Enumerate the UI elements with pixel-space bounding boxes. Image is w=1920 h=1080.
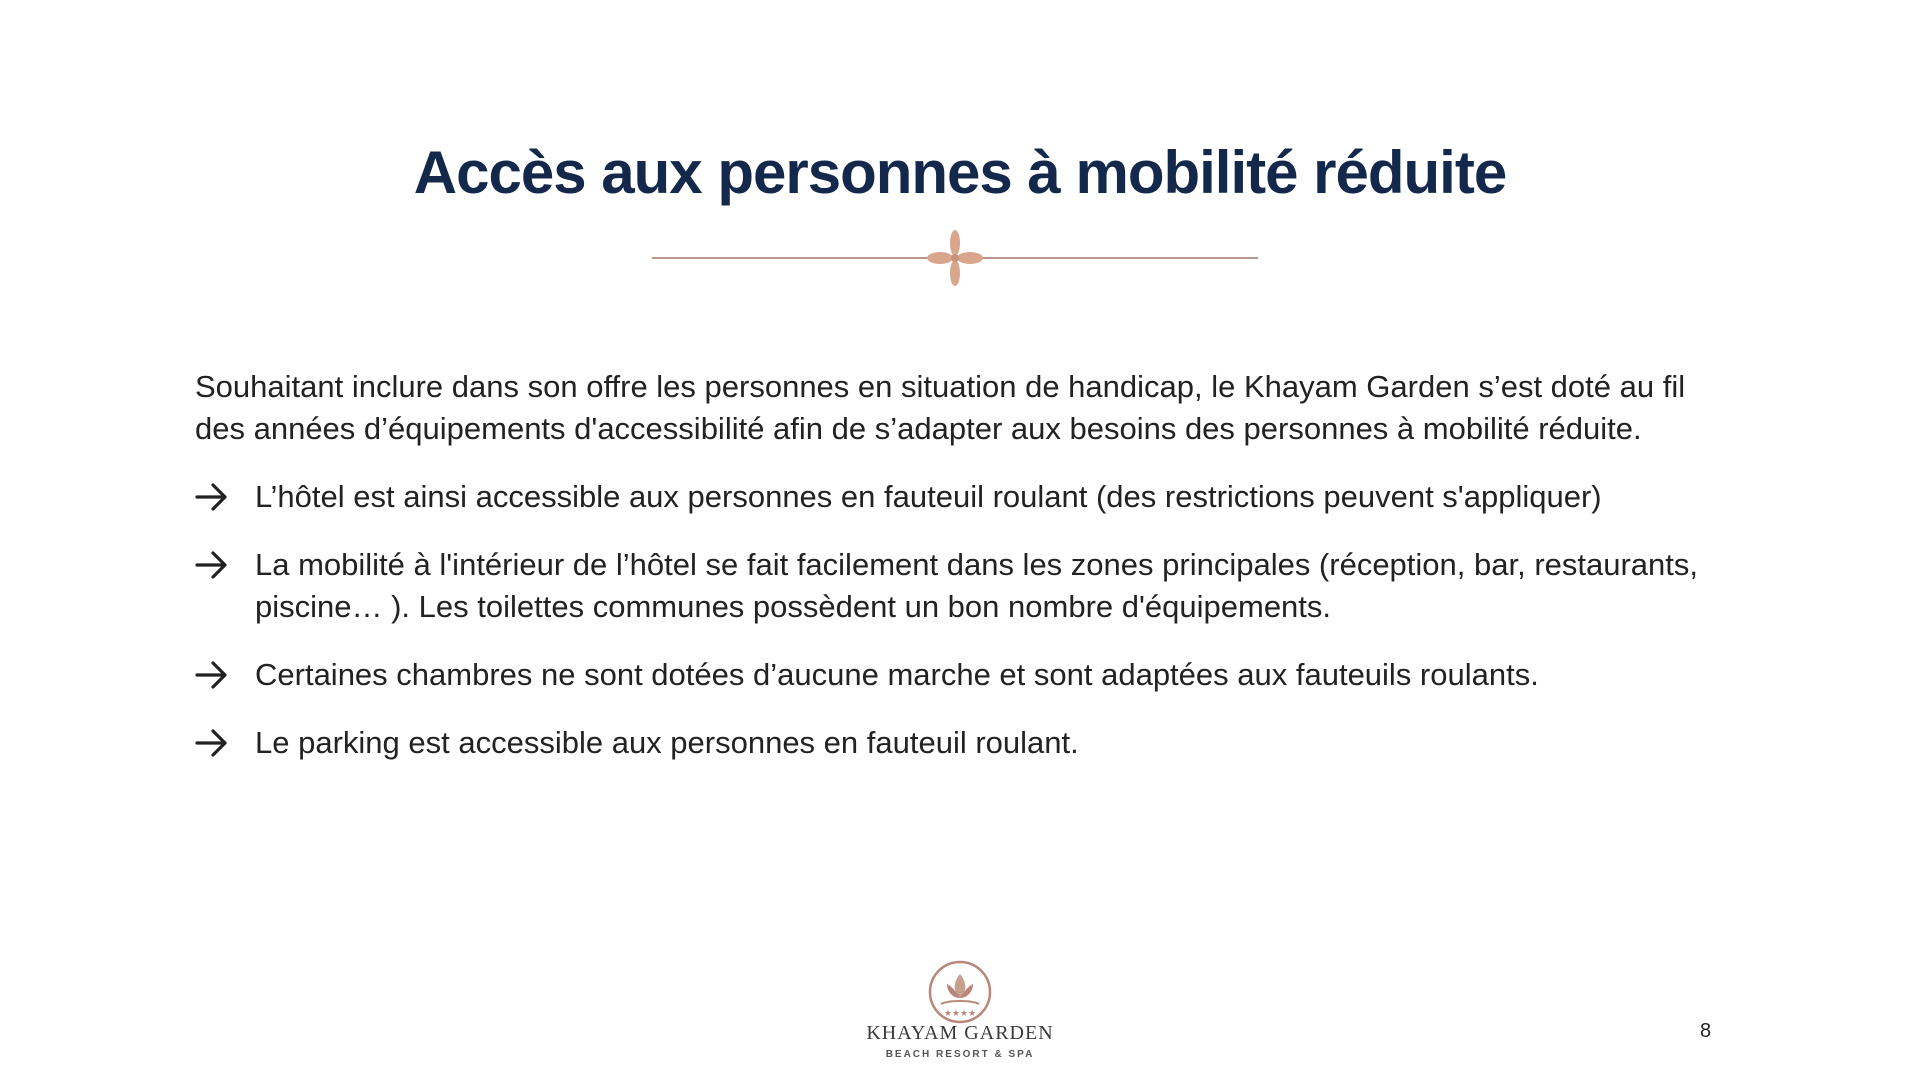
arrow-right-icon — [195, 476, 255, 518]
bullet-text: La mobilité à l'intérieur de l’hôtel se fait facilement dans les zones principales (réception, bar, restaurants, piscine… ). Les toilettes communes possèdent un bon nombre d'équipements. — [255, 547, 1699, 624]
list-item — [195, 544, 1735, 628]
arrow-right-icon — [195, 654, 255, 696]
list-item — [195, 476, 1735, 518]
list-item — [195, 654, 1735, 696]
arrow-right-icon — [195, 722, 255, 764]
intro-paragraph: Souhaitant inclure dans son offre les personnes en situation de handicap, le Khayam Garden s’est doté au fil des années d’équipements d'accessibilité afin de s’adapter aux besoins des personnes à mobilité réduite. — [195, 369, 1686, 446]
bullet-text: L’hôtel est ainsi accessible aux personnes en fauteuil roulant (des restrictions peuvent s'appliquer) — [255, 479, 1602, 514]
bullet-text: Le parking est accessible aux personnes en fauteuil roulant. — [255, 725, 1079, 760]
floral-divider-icon — [650, 230, 1260, 286]
brand-logo — [832, 960, 1088, 1072]
bullet-text: Certaines chambres ne sont dotées d’aucune marche et sont adaptées aux fauteuils roulants. — [255, 657, 1539, 692]
logo-stars: ★★★★ — [943, 1009, 977, 1019]
list-item — [195, 722, 1735, 764]
logo-name: KHAYAM GARDEN — [866, 1022, 1054, 1044]
page-number: 8 — [1700, 1020, 1712, 1042]
logo-tagline: BEACH RESORT & SPA — [885, 1049, 1035, 1060]
arrow-right-icon — [195, 544, 255, 586]
lotus-emblem-icon — [923, 960, 997, 1024]
slide-content — [195, 366, 1735, 790]
slide-title: Accès aux personnes à mobilité réduite — [413, 139, 1507, 206]
bullet-list — [195, 476, 1735, 764]
